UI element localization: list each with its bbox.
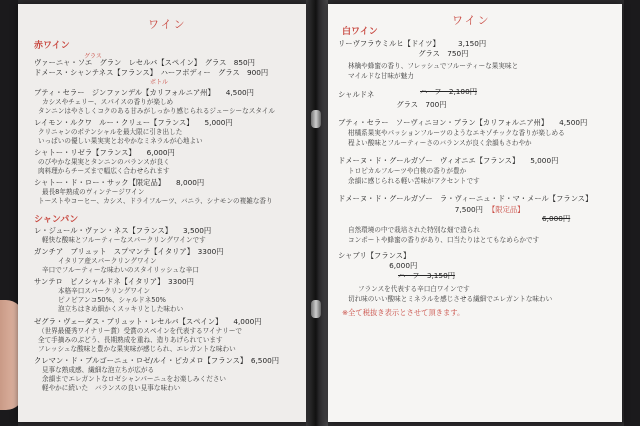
menu-line: シャトー・リゼラ【フランス】 6,000円 — [34, 148, 175, 157]
menu-line: ブティ・セラー ソーヴィニヨン・ブラン【カリフォルニア州】 4,500円 — [338, 118, 588, 127]
menu-line: サンテロ ピノシャルドネ【イタリア】 3300円 — [34, 277, 194, 286]
right-page-title: ワイン — [452, 14, 491, 27]
menu-line: 柑橘系果実やパッションフルーツのようなエキゾチックな香りが楽しめる — [348, 129, 565, 137]
menu-line: イタリア産スパークリングワイン — [58, 257, 157, 265]
menu-line: シャブリ【フランス】 — [338, 251, 411, 260]
menu-line: ドメース・シャンテネス【フランス】 ハーフボディー グラス 900円 — [34, 68, 269, 77]
tax-note: ※全て税抜き表示とさせて頂きます。 — [342, 308, 465, 317]
menu-line: いっぱいの優しい果実実とおやかなミネラルが心地よい — [38, 137, 203, 145]
menu-line: マイルドな甘味が魅力 — [348, 72, 414, 80]
menu-line: 切れ味のいい酸味とミネラルを感じさせる繊細でエレガントな味わい — [348, 295, 553, 303]
menu-line: コンポートや蜂蜜の香りがあり、口当たりはとてもなめらかです — [348, 236, 540, 244]
old-price-strikethrough: ハーフ 2,100円 — [420, 87, 478, 96]
menu-line: トロピカルフルーツや白桃の香りが豊か — [348, 167, 467, 175]
menu-line: 林檎や蜂蜜の香り、フレッシュでフルーティーな果実味と — [348, 62, 519, 70]
menu-line: 余韻までエレガントなロゼシャンパーニュをお楽しみください — [42, 375, 227, 383]
menu-line: 辛口でフルーティーな味わいのスタイリッシュな辛口 — [42, 266, 199, 274]
menu-line: 軽やかに続いた バランスの良い見事な味わい — [42, 384, 181, 392]
menu-line: タンニンはやさしくコクのある甘みがしっかり感じられるジューシーなスタイル — [38, 107, 275, 115]
menu-line: シャトー・ド・ロー・サック【限定品】 8,000円 — [34, 178, 205, 187]
menu-line: のびやかな果実とタンニンのバランスが良く — [38, 158, 170, 166]
menu-line: 自然環境の中で栽培された特別な畑で造られ — [348, 226, 480, 234]
menu-line: 7,500円 — [338, 205, 483, 214]
glass-tag: グラス — [84, 53, 102, 60]
menu-line: 程よい酸味とフルーティーさのバランスが良く余韻もさわやか — [348, 139, 532, 147]
menu-line: ブティ・セラー ジンファンデル【カリフォルニア州】 4,500円 — [34, 88, 254, 97]
menu-line: グラス 700円 — [338, 100, 447, 109]
white-wine-heading: 白ワイン — [342, 27, 378, 37]
red-wine-heading: 赤ワイン — [34, 41, 70, 51]
menu-line: ヴァーニャ・ソエ グラン レセルバ【スペイン】 グラス 850円 — [34, 58, 255, 67]
menu-line: カシスやチェリー、スパイスの香りが楽しめ — [42, 98, 174, 106]
menu-line: 6,000円 — [338, 261, 418, 270]
menu-line: 肉料理からチーズまで幅広く合わせられます — [38, 167, 170, 175]
menu-line: グラス 750円 — [338, 49, 469, 58]
menu-line: リーヴフラウミルヒ【ドイツ】 3,150円 — [338, 39, 487, 48]
menu-line: 最長8年熟成のヴィンテージワイン — [42, 188, 145, 196]
bottle-tag: ボトル — [150, 79, 169, 86]
binder-ring — [311, 110, 321, 128]
old-price-strikethrough: 6,000円 — [542, 214, 571, 223]
menu-line: クリニャンのポテンシャルを最大限に引き出した — [38, 128, 183, 136]
menu-line: ドメーヌ・ド・グールガゾー ヴィオニエ【フランス】 5,000円 — [338, 156, 559, 165]
menu-line: レ・ジュール・ヴァン・ネス【フランス】 3,500円 — [34, 226, 212, 235]
menu-line: 本格辛口スパークリングワイン — [58, 287, 150, 295]
binder-spine — [306, 0, 328, 426]
menu-line: シャルドネ — [338, 90, 375, 99]
menu-line: 全て手摘みのぶどう、長期熟成を重ね、造りあげられています — [38, 336, 223, 344]
binder-ring — [311, 300, 321, 318]
menu-line: ドメーヌ・ド・グールガゾー ラ・ヴィーニュ・ド・マ・メール【フランス】 — [338, 194, 593, 203]
menu-line: ピノビアンコ50%、シャルドネ50% — [58, 296, 166, 304]
limited-edition-badge: 【限定品】 — [488, 205, 525, 214]
menu-line: フレッシュな酸味と豊かな果実味が感じられ、エレガントな味わい — [38, 345, 236, 353]
menu-line: 余韻に感じられる軽い苦味がアクセントです — [348, 177, 480, 185]
right-menu-page — [328, 4, 622, 422]
left-menu-page — [18, 4, 306, 422]
menu-binder-cover-right — [624, 0, 640, 426]
menu-line: トーストやコーヒー、カシス、ドライフルーツ、バニラ、シナモンの複雑な香り — [38, 197, 273, 205]
menu-line: ゼグラ・ヴェーダス・ブリュット・レセルバ【スペイン】 4,000円 — [34, 317, 262, 326]
menu-line: レイモン・ルクワ ルー・クリュー【フランス】 5,000円 — [34, 118, 233, 127]
old-price-strikethrough: ハーフ 3,150円 — [398, 271, 456, 280]
champagne-heading: シャンパン — [34, 215, 79, 225]
menu-line: クレマン・ド・ブルゴーニュ・ロゼ/ルイ・ピカメロ【フランス】 6,500円 — [34, 356, 280, 365]
menu-line: ガンチア ブリュット スプマンテ【イタリア】 3300円 — [34, 247, 224, 256]
menu-line: 見事な熟成感、繊細な泡立ちが広がる — [42, 366, 155, 374]
left-page-title: ワイン — [148, 18, 187, 31]
menu-line: 泡立ちはきめ細かくスッキリとした味わい — [58, 305, 184, 313]
menu-line: フランスを代表する辛口白ワインです — [358, 285, 470, 293]
menu-line: （世界最優秀ワイナリー賞）受賞のスペインを代表するワイナリーで — [38, 327, 243, 335]
menu-line: 軽快な酸味とフルーティーなスパークリングワインです — [42, 236, 206, 244]
